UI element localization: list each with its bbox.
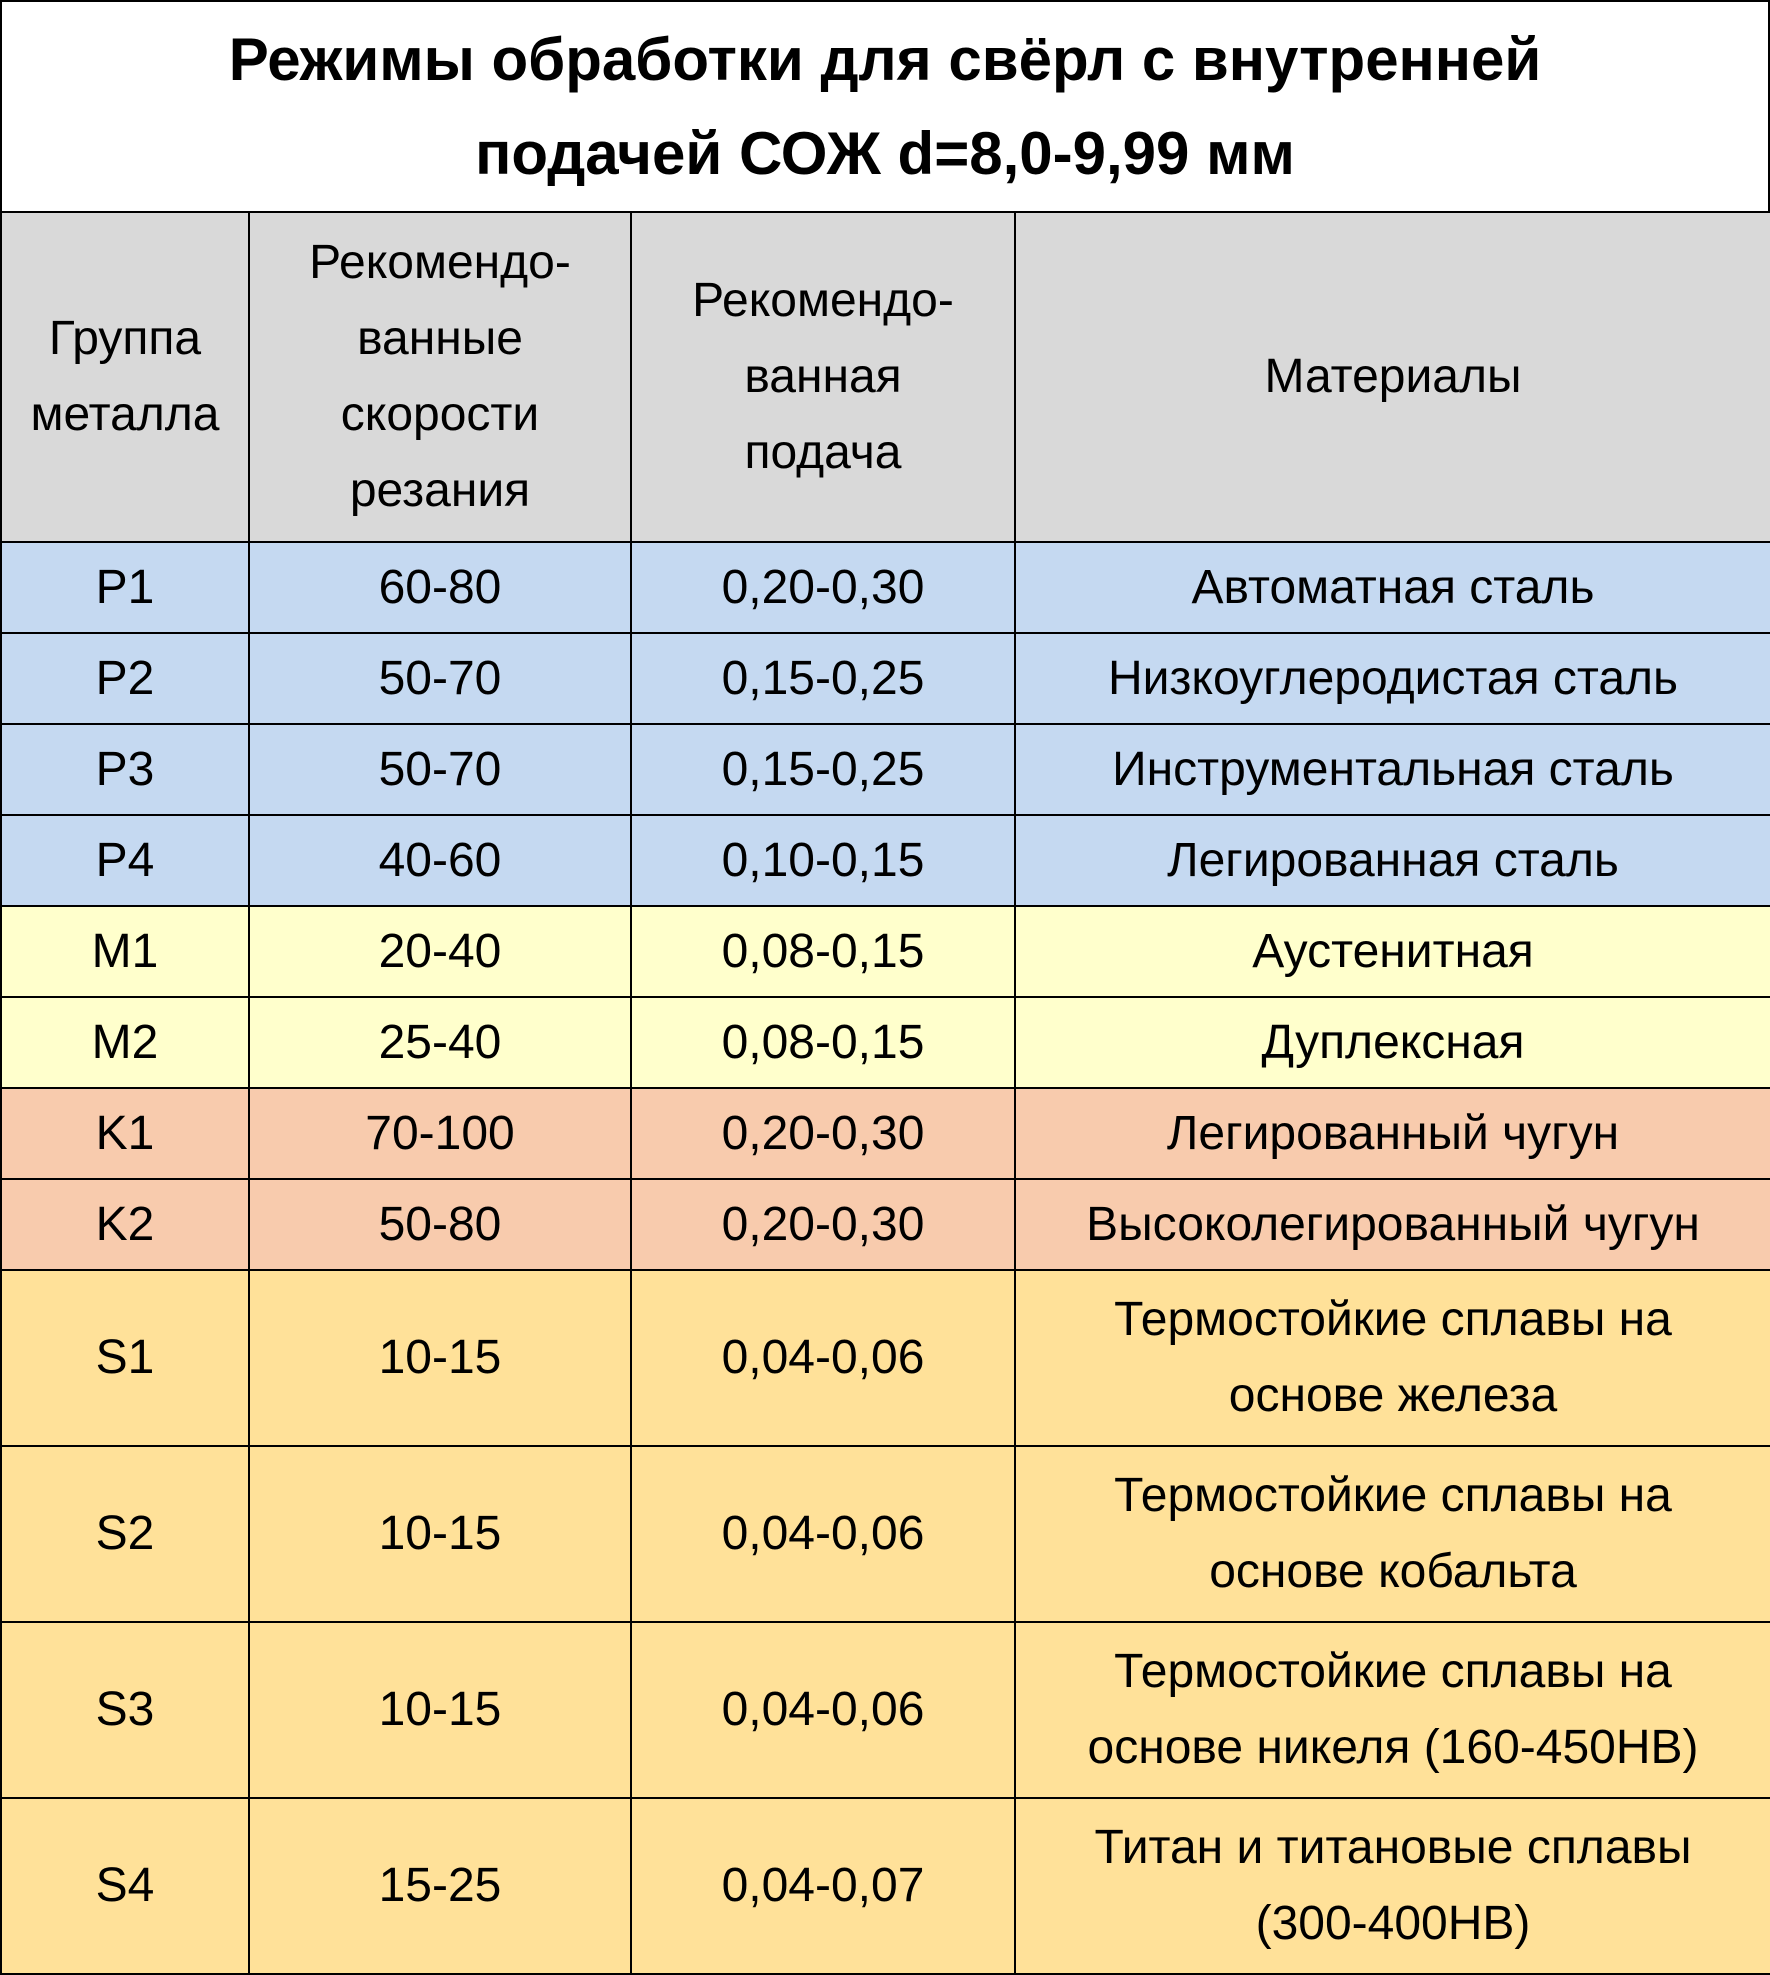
cell-speed: 40-60 bbox=[249, 815, 631, 906]
cell-feed: 0,20-0,30 bbox=[631, 1179, 1015, 1270]
table-body bbox=[1, 542, 1770, 1974]
cell-material: Термостойкие сплавы на основе никеля (160-450HB) bbox=[1015, 1622, 1770, 1798]
cell-material: Низкоуглеродистая сталь bbox=[1015, 633, 1770, 724]
cell-speed: 50-70 bbox=[249, 633, 631, 724]
cell-speed: 70-100 bbox=[249, 1088, 631, 1179]
cell-feed: 0,20-0,30 bbox=[631, 542, 1015, 633]
table-title: Режимы обработки для свёрл с внутренней подачей СОЖ d=8,0-9,99 мм bbox=[0, 0, 1770, 211]
cell-group: S2 bbox=[1, 1446, 249, 1622]
table-row bbox=[1, 1270, 1770, 1446]
cell-material: Легированный чугун bbox=[1015, 1088, 1770, 1179]
cell-group: P1 bbox=[1, 542, 249, 633]
cell-group: K1 bbox=[1, 1088, 249, 1179]
cell-feed: 0,15-0,25 bbox=[631, 724, 1015, 815]
table-row bbox=[1, 1088, 1770, 1179]
cell-material: Инструментальная сталь bbox=[1015, 724, 1770, 815]
table-row bbox=[1, 1179, 1770, 1270]
cell-speed: 50-70 bbox=[249, 724, 631, 815]
cell-group: K2 bbox=[1, 1179, 249, 1270]
cell-material: Термостойкие сплавы на основе кобальта bbox=[1015, 1446, 1770, 1622]
cell-speed: 50-80 bbox=[249, 1179, 631, 1270]
cell-group: P2 bbox=[1, 633, 249, 724]
cell-material: Дуплексная bbox=[1015, 997, 1770, 1088]
table-row bbox=[1, 1798, 1770, 1974]
cell-group: P3 bbox=[1, 724, 249, 815]
cell-group: S1 bbox=[1, 1270, 249, 1446]
cell-speed: 10-15 bbox=[249, 1622, 631, 1798]
cell-material: Аустенитная bbox=[1015, 906, 1770, 997]
cell-material: Высоколегированный чугун bbox=[1015, 1179, 1770, 1270]
cell-feed: 0,20-0,30 bbox=[631, 1088, 1015, 1179]
cell-feed: 0,04-0,06 bbox=[631, 1622, 1015, 1798]
cell-speed: 15-25 bbox=[249, 1798, 631, 1974]
table-row bbox=[1, 906, 1770, 997]
table-row bbox=[1, 997, 1770, 1088]
cell-speed: 25-40 bbox=[249, 997, 631, 1088]
cell-material: Автоматная сталь bbox=[1015, 542, 1770, 633]
table-row bbox=[1, 542, 1770, 633]
header-feed: Рекомендо- ванная подача bbox=[631, 212, 1015, 542]
cell-speed: 10-15 bbox=[249, 1446, 631, 1622]
cell-feed: 0,04-0,06 bbox=[631, 1446, 1015, 1622]
table-row bbox=[1, 633, 1770, 724]
cell-speed: 60-80 bbox=[249, 542, 631, 633]
cell-material: Титан и титановые сплавы (300-400HB) bbox=[1015, 1798, 1770, 1974]
header-metal-group: Группа металла bbox=[1, 212, 249, 542]
cell-feed: 0,08-0,15 bbox=[631, 906, 1015, 997]
cell-speed: 20-40 bbox=[249, 906, 631, 997]
table-header-row bbox=[1, 212, 1770, 542]
cell-group: P4 bbox=[1, 815, 249, 906]
cell-feed: 0,04-0,07 bbox=[631, 1798, 1015, 1974]
machining-modes-table bbox=[0, 211, 1770, 1975]
header-materials: Материалы bbox=[1015, 212, 1770, 542]
cell-speed: 10-15 bbox=[249, 1270, 631, 1446]
cell-group: M2 bbox=[1, 997, 249, 1088]
cell-material: Легированная сталь bbox=[1015, 815, 1770, 906]
cell-feed: 0,10-0,15 bbox=[631, 815, 1015, 906]
cell-group: S4 bbox=[1, 1798, 249, 1974]
table-row bbox=[1, 1622, 1770, 1798]
cell-feed: 0,15-0,25 bbox=[631, 633, 1015, 724]
table-row bbox=[1, 815, 1770, 906]
cell-feed: 0,04-0,06 bbox=[631, 1270, 1015, 1446]
cell-material: Термостойкие сплавы на основе железа bbox=[1015, 1270, 1770, 1446]
table-row bbox=[1, 724, 1770, 815]
cell-feed: 0,08-0,15 bbox=[631, 997, 1015, 1088]
table-row bbox=[1, 1446, 1770, 1622]
cell-group: S3 bbox=[1, 1622, 249, 1798]
cell-group: M1 bbox=[1, 906, 249, 997]
header-cutting-speed: Рекомендо- ванные скорости резания bbox=[249, 212, 631, 542]
